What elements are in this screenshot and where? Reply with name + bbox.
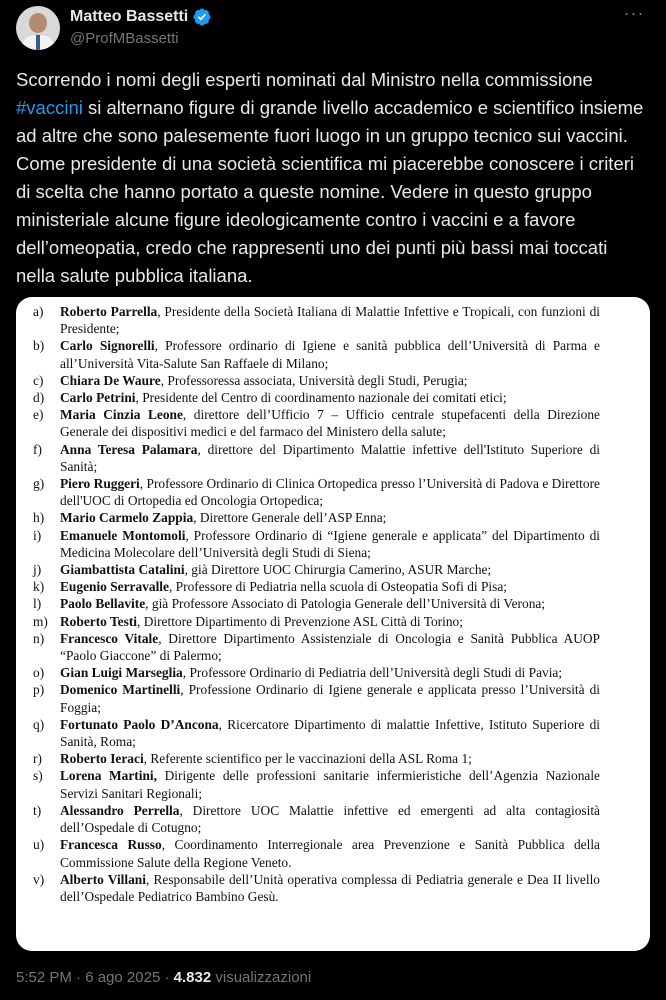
nominee-entry — [33, 475, 600, 509]
nominee-role: , Direttore Generale dell’ASP Enna; — [193, 510, 387, 526]
entry-letter: e) — [33, 407, 44, 423]
nominee-role: , Direttore Dipartimento di Prevenzione ASL Città di Torino; — [137, 613, 463, 629]
nominee-list — [33, 303, 600, 905]
nominee-entry — [33, 613, 600, 630]
entry-text — [60, 389, 600, 406]
nominee-entry — [33, 578, 600, 595]
entry-text — [60, 613, 600, 630]
nominee-role: , già Direttore UOC Chirurgia Camerino, ASUR Marche; — [184, 562, 492, 578]
attached-document-image[interactable] — [16, 297, 650, 951]
nominee-role: , Direttore UOC Malattie infettive ed emergenti ad alta contagiosità dell’Ospedale di Cotugno; — [60, 802, 600, 836]
entry-text — [60, 595, 600, 612]
tweet-date[interactable]: 6 ago 2025 — [85, 969, 161, 986]
entry-letter: t) — [33, 802, 42, 818]
nominee-name: Francesco Vitale — [60, 630, 159, 646]
entry-letter: q) — [33, 716, 45, 732]
nominee-name: Francesca Russo — [60, 837, 162, 853]
nominee-role: , Professore Ordinario di Pediatria dell’Università degli Studi di Pavia; — [182, 665, 563, 681]
entry-letter: j) — [33, 562, 42, 578]
nominee-entry — [33, 441, 600, 475]
nominee-entry — [33, 664, 600, 681]
nominee-name: Mario Carmelo Zappia — [60, 510, 194, 526]
entry-letter: d) — [33, 390, 45, 406]
entry-letter: s) — [33, 768, 43, 784]
nominee-name: Carlo Petrini — [60, 390, 136, 406]
nominee-name: Roberto Testi — [60, 613, 137, 629]
entry-text — [60, 871, 600, 905]
nominee-name: Emanuele Montomoli — [60, 527, 186, 543]
meta-separator: · — [71, 969, 86, 986]
entry-text — [60, 750, 600, 767]
entry-text — [60, 475, 600, 509]
nominee-role: , direttore dell’Ufficio 7 – Ufficio centrale stupefacenti della Direzione Generale dei dispositivi medici e del farmaco del Ministero della salute; — [60, 407, 600, 440]
nominee-role: , Professore Ordinario di “Igiene generale e applicata” del Dipartimento di Medicina Molecolare dell’Università degli Studi di Siena; — [60, 527, 600, 560]
nominee-role: , Presidente della Società Italiana di Malattie Infettive e Tropicali, con funzioni di Presidente; — [60, 304, 600, 337]
nominee-role: , direttore del Dipartimento Malattie infettive dell'Istituto Superiore di Sanità; — [60, 441, 600, 474]
nominee-entry — [33, 716, 600, 750]
entry-text — [60, 527, 600, 561]
nominee-role: , Professione Ordinario di Igiene generale e applicata presso l’Università di Foggia; — [60, 682, 600, 715]
entry-letter: f) — [33, 441, 42, 457]
entry-letter: b) — [33, 338, 45, 354]
nominee-role: , già Professore Associato di Patologia Generale dell’Università di Verona; — [145, 596, 546, 612]
avatar-tie-shape — [36, 35, 40, 50]
nominee-name: Anna Teresa Palamara — [60, 441, 198, 457]
entry-letter: l) — [33, 596, 42, 612]
nominee-role: , Professoressa associata, Università degli Studi, Perugia; — [160, 372, 468, 388]
entry-text — [60, 337, 600, 371]
entry-letter: u) — [33, 837, 45, 853]
nominee-role: , Responsabile dell’Unità operativa complessa di Pediatria generale e Dea II livello dell’Ospedale Pediatrico Bambino Gesù. — [60, 871, 600, 904]
nominee-entry — [33, 389, 600, 406]
author-handle[interactable]: @ProfMBassetti — [70, 30, 179, 47]
entry-letter: g) — [33, 476, 45, 492]
nominee-entry — [33, 509, 600, 526]
nominee-role: , Professore Ordinario di Clinica Ortopedica presso l’Università di Padova e Direttore dell'UOC di Ortopedia ed Oncologia Ortopedica; — [60, 476, 600, 509]
views-label: visualizzazioni — [211, 969, 312, 986]
nominee-entry — [33, 527, 600, 561]
entry-letter: h) — [33, 510, 45, 526]
entry-letter: i) — [33, 527, 42, 543]
nominee-name: Alessandro Perrella — [60, 802, 180, 818]
nominee-role: , Presidente del Centro di coordinamento nazionale dei comitati etici; — [135, 390, 507, 406]
entry-text — [60, 303, 600, 337]
nominee-name: Gian Luigi Marseglia — [60, 665, 183, 681]
tweet-text — [16, 66, 646, 290]
entry-letter: p) — [33, 682, 45, 698]
meta-separator: · — [160, 969, 174, 986]
entry-letter: k) — [33, 579, 45, 595]
entry-text — [60, 509, 600, 526]
nominee-name: Roberto Ieraci — [60, 751, 144, 767]
nominee-role: , Direttore Dipartimento Assistenziale di Oncologia e Sanità Pubblica AUOP “Paolo Giaccone” di Palermo; — [60, 630, 601, 664]
avatar-head-shape — [29, 13, 47, 33]
nominee-entry — [33, 372, 600, 389]
nominee-entry — [33, 802, 600, 836]
nominee-name: Roberto Parrella — [60, 304, 158, 319]
more-options-icon[interactable]: ··· — [623, 3, 645, 23]
tweet-meta — [16, 969, 311, 986]
nominee-name: Domenico Martinelli — [60, 682, 181, 698]
nominee-name: Lorena Martini, — [60, 768, 158, 784]
nominee-name: Eugenio Serravalle — [60, 579, 169, 595]
entry-text — [60, 630, 600, 664]
nominee-name: Maria Cinzia Leone — [60, 407, 183, 423]
nominee-entry — [33, 750, 600, 767]
nominee-name: Paolo Bellavite — [60, 596, 146, 612]
nominee-role: , Ricercatore Dipartimento di malattie Infettive, Istituto Superiore di Sanità, Roma; — [60, 716, 600, 750]
entry-letter: v) — [33, 871, 45, 887]
entry-letter: a) — [33, 304, 44, 319]
nominee-name: Chiara De Waure — [60, 372, 161, 388]
entry-text — [60, 767, 600, 801]
nominee-entry — [33, 681, 600, 715]
nominee-role: , Coordinamento Interregionale area Prevenzione e Sanità Pubblica della Commissione Salute della Regione Veneto. — [60, 837, 601, 870]
verified-badge-icon[interactable] — [192, 7, 212, 27]
nominee-entry — [33, 406, 600, 440]
entry-text — [60, 681, 600, 715]
tweet-text-before: Scorrendo i nomi degli esperti nominati dal Ministro nella commissione — [16, 69, 593, 90]
nominee-entry — [33, 561, 600, 578]
author-name[interactable]: Matteo Bassetti — [70, 8, 189, 25]
nominee-role: , Referente scientifico per le vaccinazioni della ASL Roma 1; — [143, 751, 472, 767]
entry-letter: c) — [33, 372, 44, 388]
tweet-text-after: si alternano figure di grande livello accademico e scientifico insieme ad altre che sono palesemente fuori luogo in un gruppo tecnico sui vaccini. Come presidente di una società scientifica mi piacerebbe conoscere i criteri di scelta che hanno portato a queste nomine. Vedere in questo gruppo ministeriale alcune figure ideologicamente contro i vaccini e a favore dell’omeopatia, credo che rappresenti uno dei punti più bassi mai toccati nella salute pubblica italiana. — [16, 97, 644, 286]
nominee-entry — [33, 767, 600, 801]
hashtag-link[interactable]: #vaccini — [16, 97, 83, 118]
entry-letter: m) — [33, 613, 48, 629]
entry-text — [60, 372, 600, 389]
author-name-row — [70, 6, 212, 28]
nominee-entry — [33, 595, 600, 612]
nominee-name: Alberto Villani — [60, 871, 146, 887]
tweet-header — [16, 3, 650, 56]
entry-text — [60, 406, 600, 440]
nominee-entry — [33, 836, 600, 870]
nominee-entry — [33, 337, 600, 371]
nominee-role: , Professore ordinario di Igiene e sanità pubblica dell’Università di Parma e all’Università Vita-Salute San Raffaele di Milano; — [60, 338, 601, 371]
nominee-role: Dirigente delle professioni sanitarie infermieristiche dell’Agenzia Nazionale Servizi Sanitari Regionali; — [60, 768, 600, 801]
nominee-entry — [33, 871, 600, 905]
entry-text — [60, 578, 600, 595]
views-count: 4.832 — [173, 969, 212, 986]
nominee-name: Fortunato Paolo D’Ancona — [60, 716, 219, 732]
entry-letter: o) — [33, 665, 45, 681]
nominee-role: , Professore di Pediatria nella scuola di Osteopatia Sofi di Pisa; — [168, 579, 508, 595]
entry-letter: n) — [33, 630, 45, 646]
avatar[interactable] — [16, 6, 60, 50]
entry-letter: r) — [33, 751, 42, 767]
nominee-name: Giambattista Catalini — [60, 562, 185, 578]
nominee-entry — [33, 630, 600, 664]
entry-text — [60, 561, 600, 578]
tweet-time[interactable]: 5:52 PM — [16, 969, 72, 986]
entry-text — [60, 441, 600, 475]
nominee-name: Piero Ruggeri — [60, 476, 140, 492]
entry-text — [60, 836, 600, 870]
entry-text — [60, 716, 600, 750]
entry-text — [60, 802, 600, 836]
nominee-name: Carlo Signorelli — [60, 338, 155, 354]
nominee-entry — [33, 303, 600, 337]
entry-text — [60, 664, 600, 681]
